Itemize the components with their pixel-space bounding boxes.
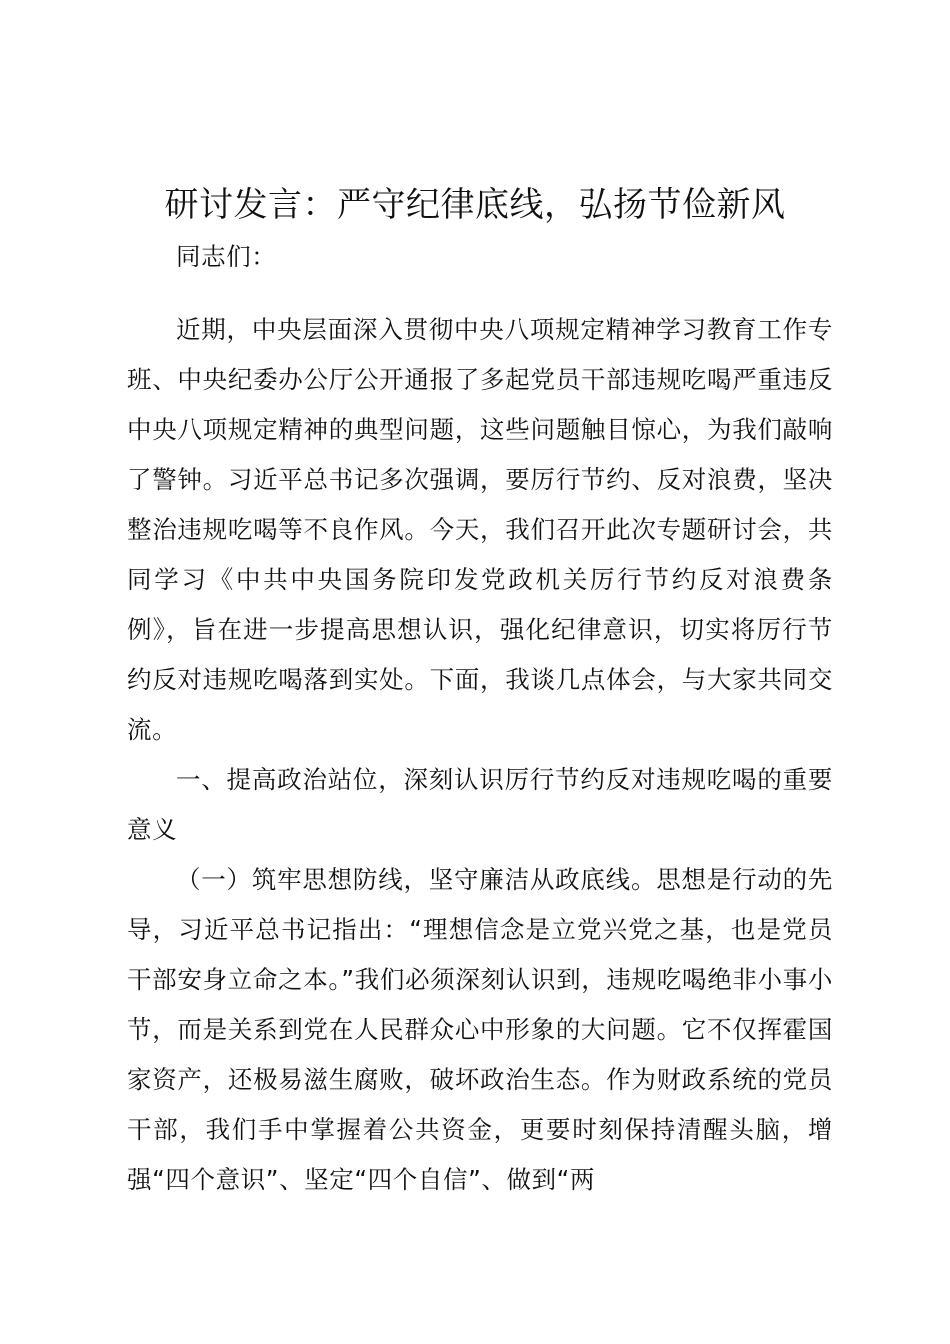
document-body xyxy=(127,232,833,1205)
paragraph-subsection-1: （一）筑牢思想防线，坚守廉洁从政底线。思想是行动的先导，习近平总书记指出：“理想信念是立党兴党之基，也是党员干部安身立命之本。”我们必须深刻认识到，违规吃喝绝非小事小节，而是关系到党在人民群众心中形象的大问题。它不仅挥霍国家资产，还极易滋生腐败，破坏政治生态。作为财政系统的党员干部，我们手中掌握着公共资金，更要时刻保持清醒头脑，增强“四个意识”、坚定“四个自信”、做到“两 xyxy=(127,865,833,1194)
greeting: 同志们： xyxy=(176,242,277,271)
paragraph-intro: 近期，中央层面深入贯彻中央八项规定精神学习教育工作专班、中央纪委办公厅公开通报了多起党员干部违规吃喝严重违反中央八项规定精神的典型问题，这些问题触目惊心，为我们敲响了警钟。习近平总书记多次强调，要厉行节约、反对浪费，坚决整治违规吃喝等不良作风。今天，我们召开此次专题研讨会，共同学习《中共中央国务院印发党政机关厉行节约反对浪费条例》，旨在进一步提高思想认识，强化纪律意识，切实将厉行节约反对违规吃喝落到实处。下面，我谈几点体会，与大家共同交流。 xyxy=(127,315,833,744)
section-heading-1: 一、提高政治站位，深刻认识厉行节约反对违规吃喝的重要意义 xyxy=(127,765,833,844)
document-title: 研讨发言：严守纪律底线，弘扬节俭新风 xyxy=(164,185,786,225)
